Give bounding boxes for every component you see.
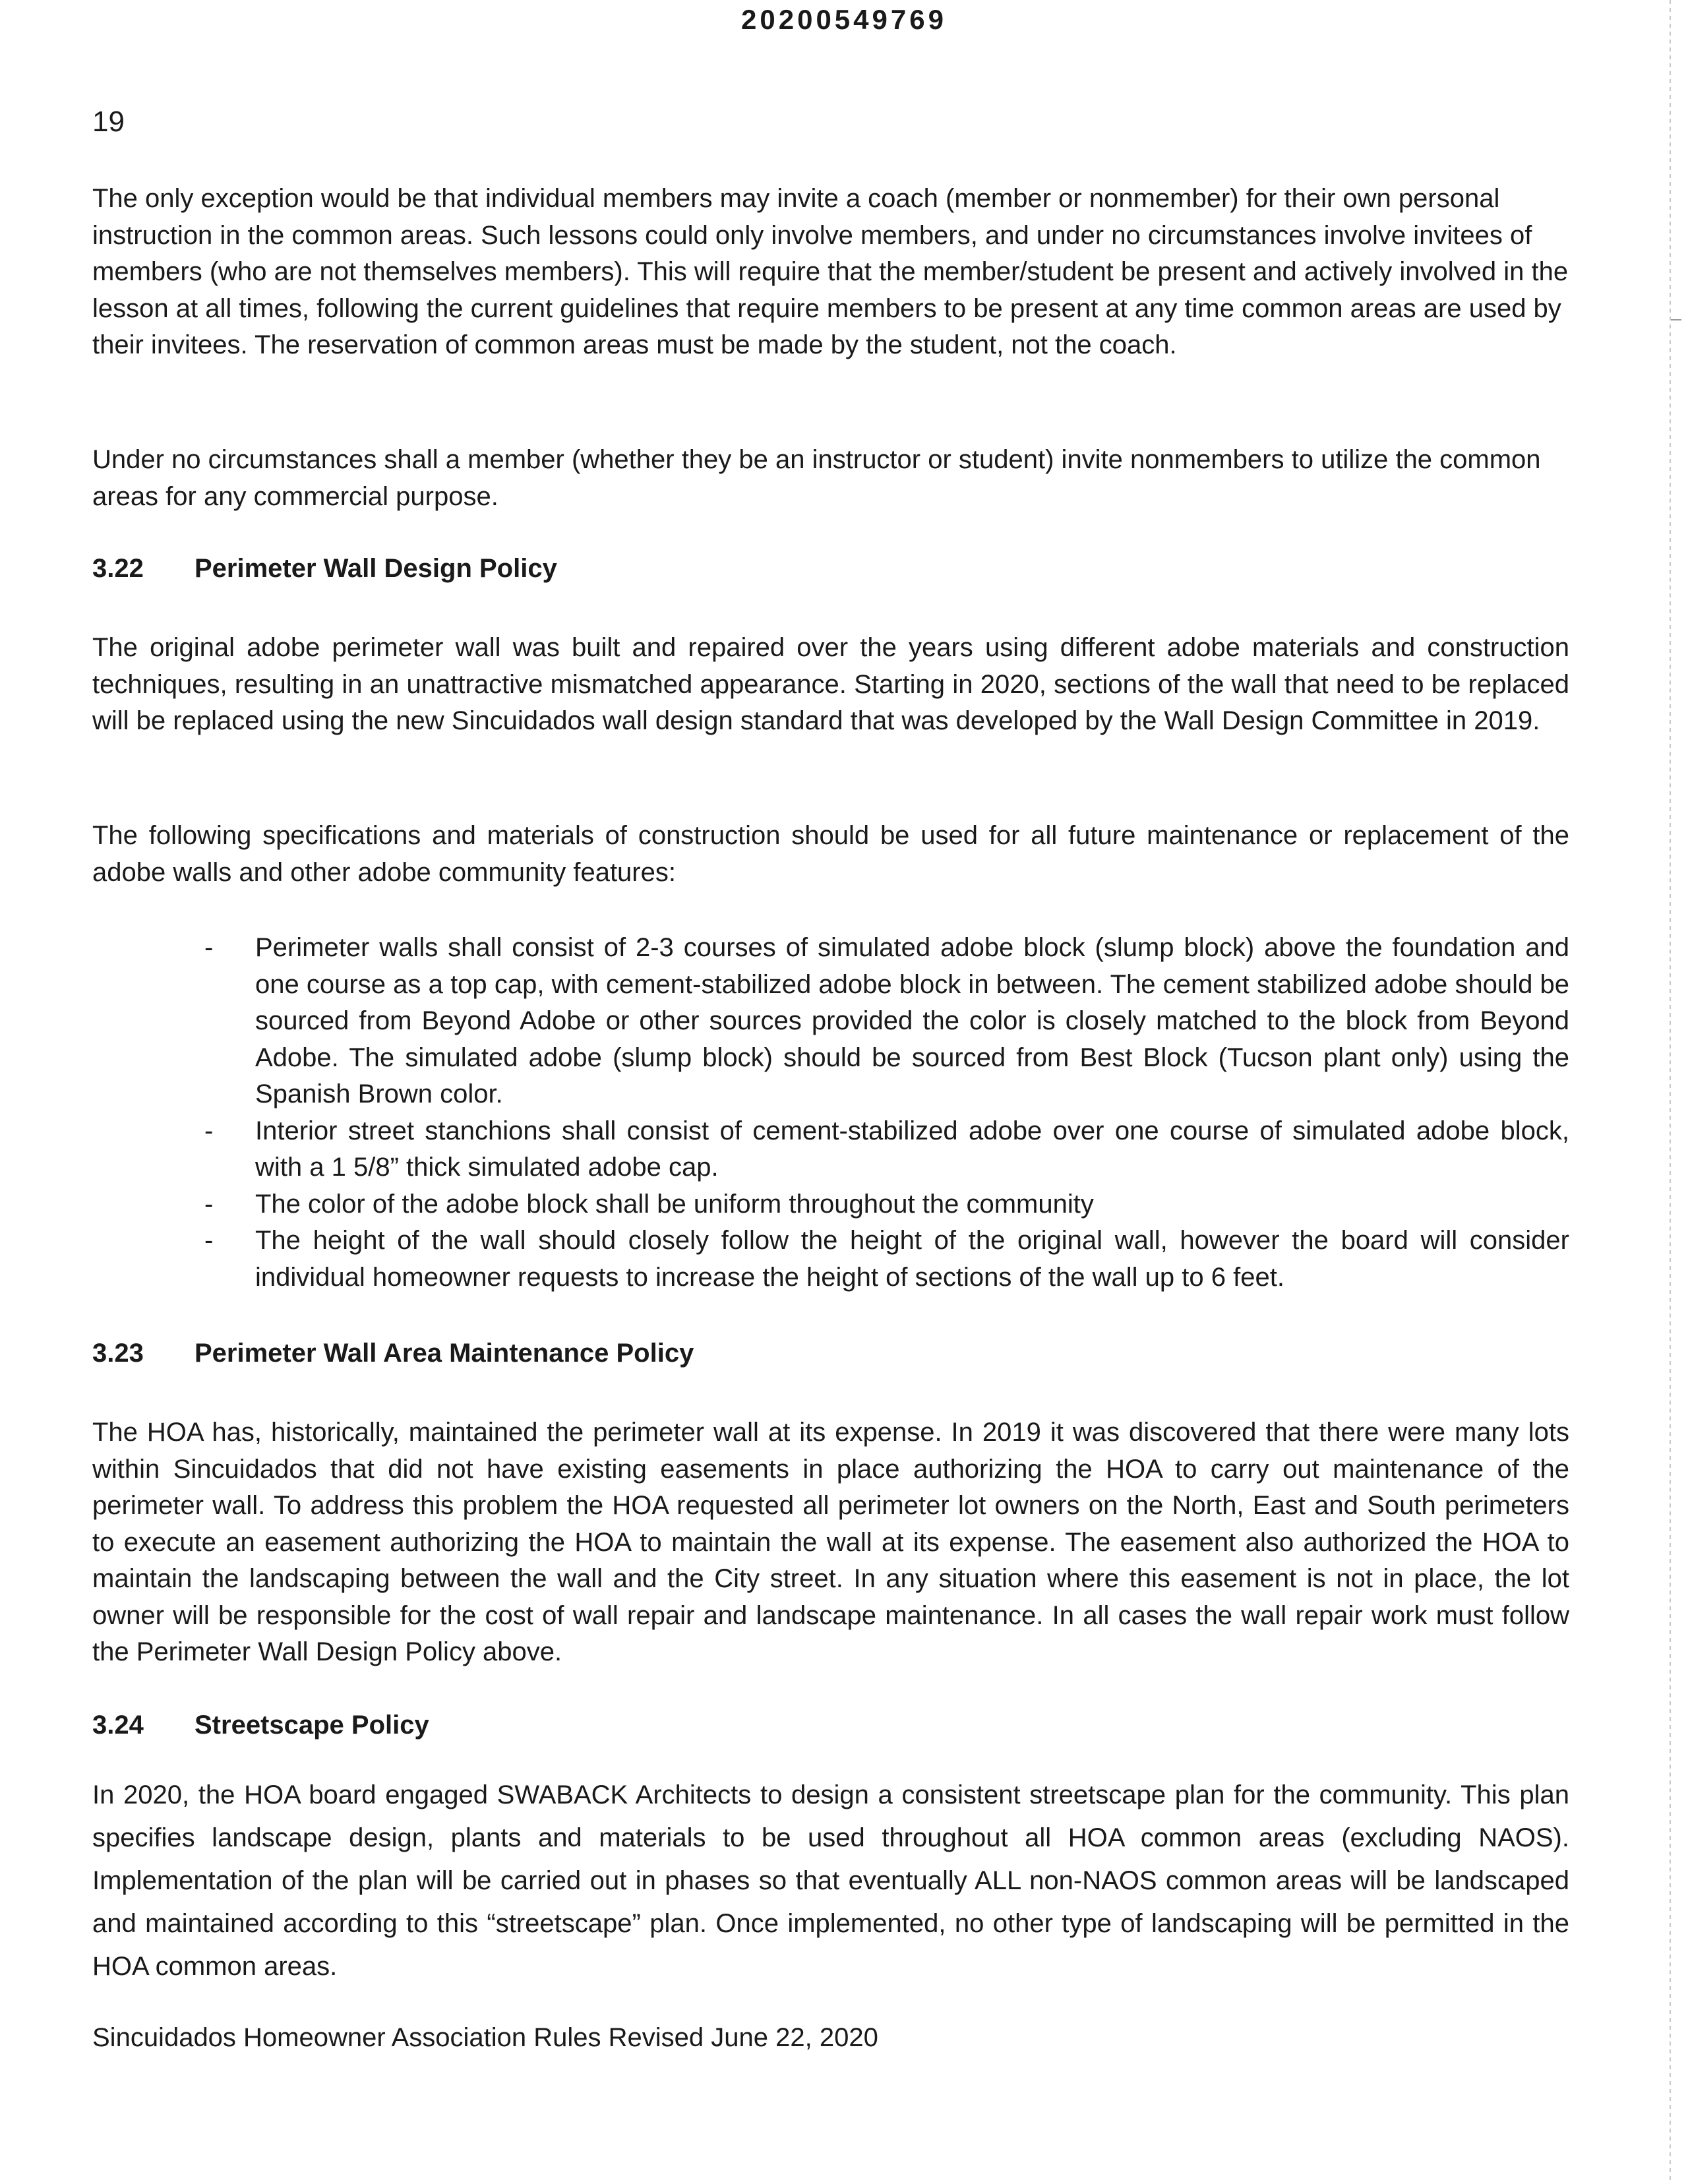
list-item xyxy=(92,1186,1569,1223)
intro-paragraph-1: The only exception would be that individual members may invite a coach (member or nonmember) for their own personal instruction in the common areas. Such lessons could only involve members, and under no circumstances involve invitees of members (who are not themselves members). This will require that the member/student be present and actively involved in the lesson at all times, following the current guidelines that require members to be present at any time common areas are used by their invitees. The reservation of common areas must be made by the student, not the coach. xyxy=(92,184,1569,359)
list-item-text: Interior street stanchions shall consist of cement-stabilized adobe over one course of simulated adobe block, with a 1 5/8” thick simulated adobe cap. xyxy=(255,1116,1569,1182)
bullet-dash: - xyxy=(204,1226,214,1255)
document-number: 20200549769 xyxy=(741,4,947,35)
section-3-23-paragraph-1: The HOA has, historically, maintained the perimeter wall at its expense. In 2019 it was discovered that there were many lots within Sincuidados that did not have existing easements in place authorizing the HOA to carry out maintenance of the perimeter wall. To address this problem the HOA requested all perimeter lot owners on the North, East and South perimeters to execute an easement authorizing the HOA to maintain the wall at its expense. The easement also authorized the HOA to maintain the landscaping between the wall and the City street. In any situation where this easement is not in place, the lot owner will be responsible for the cost of wall repair and landscape maintenance. In all cases the wall repair work must follow the Perimeter Wall Design Policy above. xyxy=(92,1418,1569,1666)
section-3-23-heading xyxy=(92,1339,694,1368)
bullet-dash: - xyxy=(204,1116,214,1145)
section-3-22-paragraph-2: The following specifications and materials of construction should be used for all future maintenance or replacement of the adobe walls and other adobe community features: xyxy=(92,821,1569,887)
list-item-text: Perimeter walls shall consist of 2-3 courses of simulated adobe block (slump block) above the foundation and one course as a top cap, with cement-stabilized adobe block in between. The cement stabilized adobe should be sourced from Beyond Adobe or other sources provided the color is closely matched to the block from Beyond Adobe. The simulated adobe (slump block) should be sourced from Best Block (Tucson plant only) using the Spanish Brown color. xyxy=(255,933,1569,1108)
list-item xyxy=(92,930,1569,1113)
wall-specification-list xyxy=(92,930,1569,1296)
section-number: 3.22 xyxy=(92,554,144,583)
list-item-text: The height of the wall should closely follow the height of the original wall, however the board will consider individual homeowner requests to increase the height of sections of the wall up to 6 feet. xyxy=(255,1226,1569,1292)
intro-paragraph-2: Under no circumstances shall a member (whether they be an instructor or student) invite nonmembers to utilize the common areas for any commercial purpose. xyxy=(92,445,1541,511)
list-item-text: The color of the adobe block shall be uniform throughout the community xyxy=(255,1189,1094,1219)
section-title: Streetscape Policy xyxy=(195,1711,429,1740)
page-footer: Sincuidados Homeowner Association Rules Revised June 22, 2020 xyxy=(92,2023,878,2052)
section-title: Perimeter Wall Area Maintenance Policy xyxy=(195,1339,694,1368)
page-number: 19 xyxy=(92,106,125,138)
scan-margin-line xyxy=(1670,0,1671,2184)
section-3-24-heading xyxy=(92,1711,429,1740)
section-number: 3.24 xyxy=(92,1711,144,1740)
bullet-dash: - xyxy=(204,933,214,962)
section-3-24-paragraph-1: In 2020, the HOA board engaged SWABACK Architects to design a consistent streetscape plan for the community. This plan specifies landscape design, plants and materials to be used throughout all HOA common areas (excluding NAOS). Implementation of the plan will be carried out in phases so that eventually ALL non-NAOS common areas will be landscaped and maintained according to this “streetscape” plan. Once implemented, no other type of landscaping will be permitted in the HOA common areas. xyxy=(92,1780,1569,1981)
section-number: 3.23 xyxy=(92,1339,144,1368)
list-item xyxy=(92,1223,1569,1296)
bullet-dash: - xyxy=(204,1189,214,1219)
section-title: Perimeter Wall Design Policy xyxy=(195,554,557,583)
list-item xyxy=(92,1113,1569,1186)
section-3-22-heading xyxy=(92,554,557,584)
scan-margin-tick xyxy=(1671,319,1681,320)
section-3-22-paragraph-1: The original adobe perimeter wall was built and repaired over the years using different adobe materials and construction techniques, resulting in an unattractive mismatched appearance. Starting in 2020, sections of the wall that need to be replaced will be replaced using the new Sincuidados wall design standard that was developed by the Wall Design Committee in 2019. xyxy=(92,633,1569,735)
